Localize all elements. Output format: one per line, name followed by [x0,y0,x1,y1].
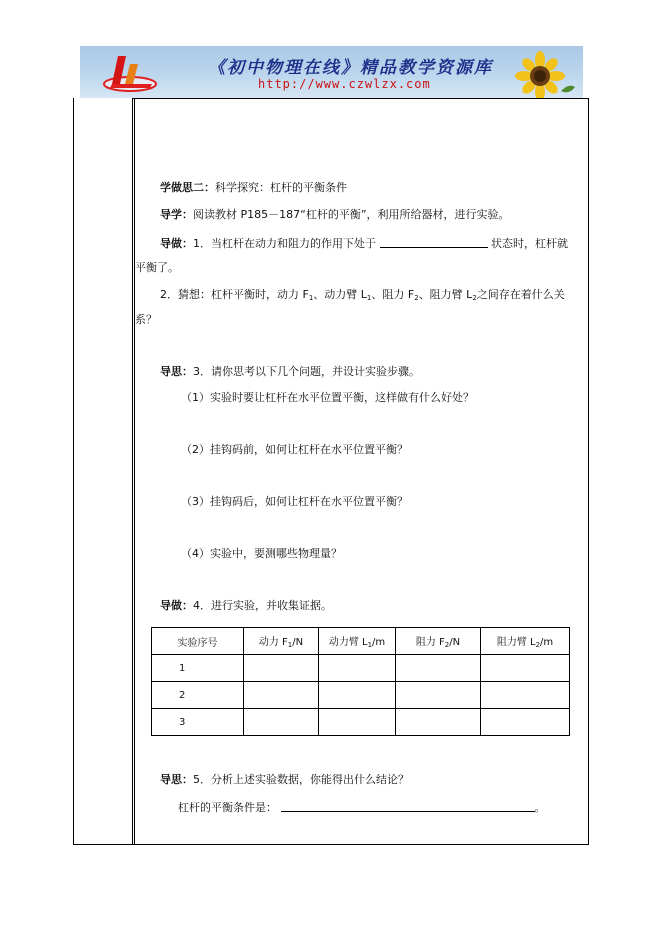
table-row [152,709,570,736]
conclusion-label: 杠杆的平衡条件是： [178,801,277,814]
q4-text: 4．进行实验，并收集证据。 [193,599,332,612]
table-header-row [152,628,570,655]
site-logo-icon [100,50,164,94]
banner-title: 《初中物理在线》精品教学资源库 [208,58,493,78]
question-5-line [160,773,409,787]
q2-text-d: 、阻力臂 L [418,288,473,301]
table-cell[interactable] [396,682,481,709]
q1-text-a: 1．当杠杆在动力和阻力的作用下处于 [193,237,376,250]
table-cell[interactable] [481,655,570,682]
section-title: 科学探究：杠杆的平衡条件 [215,181,347,194]
table-row [152,682,570,709]
q2-text-c: 、阻力 F [371,288,415,301]
guide-line [160,208,510,222]
sub-2: 2 [472,294,477,302]
question-2-line [160,288,565,305]
q3-item-1: （1）实验时要让杠杆在水平位置平衡，这样做有什么好处？ [181,391,474,404]
q1-text-b: 状态时，杠杆就 [491,237,568,250]
section-label: 学做思二： [160,181,215,194]
q2-text-a: 2．猜想：杠杆平衡时，动力 F [160,288,309,301]
table-cell[interactable] [396,655,481,682]
q3-item-2: （2）挂钩码前，如何让杠杆在水平位置平衡？ [181,443,408,456]
header-load-arm: 阻力臂 $L_2/m$ [481,628,570,655]
question-4-line [160,599,332,613]
q3-item-3: （3）挂钩码后，如何让杠杆在水平位置平衡？ [181,495,408,508]
trial-number: 1 [152,655,244,682]
conclusion-end: 。 [534,801,546,814]
q1-label: 导做： [160,237,193,250]
table-cell[interactable] [396,709,481,736]
sunflower-icon [503,51,577,98]
table-cell[interactable] [244,655,319,682]
q2-text-b: 、动力臂 L [313,288,367,301]
header-effort-arm: 动力臂 $L_1/m$ [319,628,396,655]
table-cell[interactable] [481,682,570,709]
q2-text-e: 之间存在着什么关 [476,288,565,301]
table-cell[interactable] [319,682,396,709]
trial-number: 3 [152,709,244,736]
q3-text: 3．请你思考以下几个问题，并设计实验步骤。 [193,365,420,378]
question-1-line [160,236,568,251]
table-cell[interactable] [481,709,570,736]
header-effort-force: 动力 $F_1/N$ [244,628,319,655]
header-banner [80,46,583,98]
guide-text: 阅读教材 P185－187“杠杆的平衡”，利用所给器材，进行实验。 [193,208,510,221]
table-cell[interactable] [319,709,396,736]
q1-blank[interactable] [380,236,488,248]
trial-number: 2 [152,682,244,709]
table-cell[interactable] [244,709,319,736]
table-cell[interactable] [319,655,396,682]
q1-text-c: 平衡了。 [135,261,179,274]
q5-text: 5．分析上述实验数据，你能得出什么结论？ [193,773,409,786]
q5-label: 导思： [160,773,193,786]
column-divider-inner [134,98,135,844]
column-divider [132,98,133,844]
q3-label: 导思： [160,365,193,378]
sub-2: 2 [414,294,419,302]
sub-1: 1 [366,294,372,302]
q3-item-4: （4）实验中，要测哪些物理量？ [181,547,342,560]
data-table [151,627,570,736]
conclusion-line [178,800,546,815]
guide-label: 导学： [160,208,193,221]
q2-text-f: 系？ [135,313,157,326]
header-trial: 实验序号 [152,628,244,655]
sub-1: 1 [308,294,314,302]
banner-url[interactable]: http://www.czwlzx.com [258,77,431,91]
table-row [152,655,570,682]
q4-label: 导做： [160,599,193,612]
header-load-force: 阻力 $F_2/N$ [396,628,481,655]
top-rule [132,98,588,99]
section-heading [160,181,347,195]
table-cell[interactable] [244,682,319,709]
conclusion-blank[interactable] [281,800,535,812]
question-3-line [160,365,420,379]
